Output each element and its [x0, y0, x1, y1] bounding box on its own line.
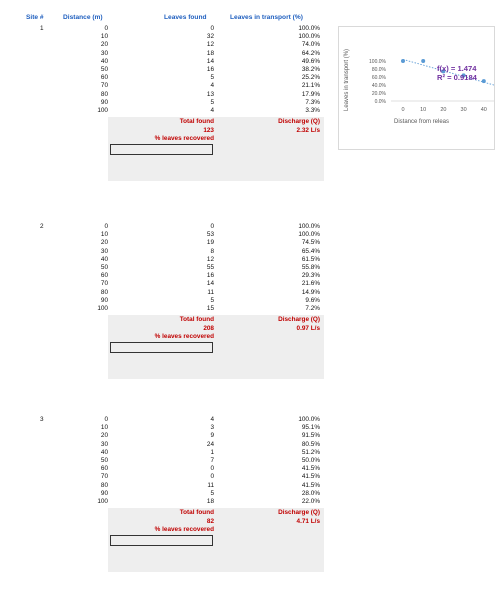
distance-cell[interactable]: 100 [97, 498, 108, 505]
transport-pct-cell[interactable]: 65.4% [301, 247, 320, 255]
leaves-found-cell[interactable]: 8 [210, 247, 214, 255]
distance-cell[interactable]: 10 [100, 231, 108, 239]
transport-pct-cell[interactable]: 17.9% [301, 90, 320, 98]
discharge-label: Discharge (Q) [278, 316, 320, 324]
leaves-found-cell[interactable]: 0 [210, 465, 214, 473]
transport-pct-cell[interactable]: 95.1% [301, 424, 320, 432]
transport-pct-cell[interactable]: 100.0% [298, 231, 320, 239]
leaves-found-cell[interactable]: 55 [206, 264, 214, 271]
leaves-found-cell[interactable]: 14 [206, 57, 214, 65]
transport-pct-cell[interactable]: 41.5% [301, 473, 320, 481]
transport-pct-cell[interactable]: 14.9% [301, 288, 320, 296]
discharge-label: Discharge (Q) [278, 509, 320, 517]
y-tick-label: 60.0% [371, 75, 386, 81]
leaves-found-cell[interactable]: 32 [206, 33, 214, 41]
chart-plot [339, 27, 495, 150]
leaves-found-cell[interactable]: 14 [206, 280, 214, 288]
transport-pct-cell[interactable]: 64.2% [301, 49, 320, 57]
y-tick-label: 40.0% [371, 83, 386, 89]
distance-cell[interactable]: 30 [100, 440, 108, 448]
distance-cell[interactable]: 80 [100, 481, 108, 489]
transport-pct-cell[interactable]: 51.2% [301, 448, 320, 456]
leaves-found-cell[interactable]: 13 [206, 90, 214, 98]
discharge-value[interactable]: 4.71 L/s [296, 517, 320, 525]
distance-cell[interactable]: 50 [100, 264, 108, 271]
leaves-found-cell[interactable]: 5 [210, 98, 214, 106]
x-tick-label: 20 [440, 107, 447, 113]
leaves-found-cell[interactable]: 0 [210, 223, 214, 230]
transport-pct-cell[interactable]: 91.5% [301, 432, 320, 440]
transport-pct-cell[interactable]: 41.5% [301, 465, 320, 473]
leaves-found-cell[interactable]: 11 [207, 481, 214, 489]
distance-cell[interactable]: 20 [100, 432, 108, 440]
leaves-found-cell[interactable]: 24 [206, 440, 214, 448]
site-number[interactable]: 2 [40, 223, 44, 230]
leaves-found-cell[interactable]: 15 [206, 305, 214, 312]
x-tick-label: 30 [460, 107, 467, 113]
discharge-value[interactable]: 2.32 L/s [296, 126, 320, 134]
leaves-found-cell[interactable]: 5 [210, 74, 214, 82]
leaves-found-cell[interactable]: 4 [210, 107, 214, 114]
total-found-label: Total found [179, 316, 214, 324]
transport-pct-cell[interactable]: 7.3% [305, 98, 320, 106]
distance-cell[interactable]: 0 [104, 25, 108, 32]
distance-cell[interactable]: 10 [100, 424, 108, 432]
leaves-found-cell[interactable]: 5 [210, 296, 214, 304]
recovered-input[interactable] [110, 144, 213, 155]
leaves-found-cell[interactable]: 7 [210, 457, 214, 464]
leaves-found-cell[interactable]: 11 [207, 288, 214, 296]
data-point [482, 79, 486, 83]
distance-cell[interactable]: 80 [100, 288, 108, 296]
transport-pct-cell[interactable]: 21.6% [301, 280, 320, 288]
discharge-label: Discharge (Q) [278, 118, 320, 126]
distance-cell[interactable]: 60 [100, 465, 108, 473]
recovered-label: % leaves recovered [154, 526, 214, 534]
leaves-found-cell[interactable]: 3 [210, 424, 214, 432]
x-axis-label: Distance from releas [394, 119, 450, 125]
data-point [401, 59, 405, 63]
leaves-found-cell[interactable]: 0 [210, 473, 214, 481]
leaves-found-cell[interactable]: 12 [206, 41, 214, 49]
distance-cell[interactable]: 20 [100, 41, 108, 49]
trendline-equation: f(x) = 1.474 [437, 64, 477, 73]
transport-pct-cell[interactable]: 25.2% [301, 74, 320, 82]
header-leaves-found[interactable]: Leaves found [164, 14, 207, 21]
distance-cell[interactable]: 70 [100, 82, 108, 90]
leaves-found-cell[interactable]: 16 [206, 272, 214, 280]
distance-cell[interactable]: 0 [104, 416, 108, 423]
total-found-label: Total found [179, 509, 214, 517]
leaves-found-cell[interactable]: 4 [210, 416, 214, 423]
distance-cell[interactable]: 90 [100, 296, 108, 304]
transport-pct-cell[interactable]: 7.2% [305, 305, 320, 312]
y-tick-label: 80.0% [371, 67, 386, 73]
y-axis-label: Leaves in transport (%) [344, 48, 350, 111]
total-found-label: Total found [179, 118, 214, 126]
discharge-value[interactable]: 0.97 L/s [296, 324, 320, 332]
distance-cell[interactable]: 50 [100, 457, 108, 464]
distance-cell[interactable]: 60 [100, 74, 108, 82]
x-tick-label: 10 [420, 107, 427, 113]
leaves-found-cell[interactable]: 0 [210, 25, 214, 32]
transport-pct-cell[interactable]: 80.5% [301, 440, 320, 448]
transport-pct-cell[interactable]: 41.5% [301, 481, 320, 489]
transport-pct-cell[interactable]: 38.2% [301, 66, 320, 73]
x-tick-label: 40 [480, 107, 487, 113]
site-number[interactable]: 1 [40, 25, 44, 32]
recovered-label: % leaves recovered [154, 135, 214, 143]
r-squared-label: R² = 0.9184 [437, 73, 477, 82]
leaves-found-cell[interactable]: 19 [206, 239, 214, 247]
recovered-input[interactable] [110, 535, 213, 546]
header-distance[interactable]: Distance (m) [63, 14, 103, 21]
header-leaves-transport[interactable]: Leaves in transport (%) [230, 14, 303, 21]
distance-cell[interactable]: 70 [100, 473, 108, 481]
transport-pct-cell[interactable]: 49.6% [301, 57, 320, 65]
scatter-chart[interactable] [338, 26, 495, 150]
transport-pct-cell[interactable]: 50.0% [301, 457, 320, 464]
transport-pct-cell[interactable]: 61.5% [301, 255, 320, 263]
distance-cell[interactable]: 100 [97, 305, 108, 312]
transport-pct-cell[interactable]: 28.0% [301, 489, 320, 497]
y-tick-label: 0.0% [374, 99, 386, 105]
transport-pct-cell[interactable]: 9.6% [305, 296, 320, 304]
site-number[interactable]: 3 [40, 416, 44, 423]
total-found-value[interactable]: 82 [206, 517, 214, 525]
leaves-found-cell[interactable]: 12 [206, 255, 214, 263]
transport-pct-cell[interactable]: 29.3% [301, 272, 320, 280]
distance-cell[interactable]: 60 [100, 272, 108, 280]
total-found-value[interactable]: 208 [203, 324, 214, 332]
transport-pct-cell[interactable]: 55.8% [301, 264, 320, 271]
leaves-found-cell[interactable]: 5 [210, 489, 214, 497]
distance-cell[interactable]: 70 [100, 280, 108, 288]
transport-pct-cell[interactable]: 74.0% [301, 41, 320, 49]
leaves-found-cell[interactable]: 53 [206, 231, 214, 239]
y-tick-label: 20.0% [371, 91, 386, 97]
transport-pct-cell[interactable]: 22.0% [301, 498, 320, 505]
transport-pct-cell[interactable]: 100.0% [298, 416, 320, 423]
distance-cell[interactable]: 100 [97, 107, 108, 114]
x-tick-label: 0 [401, 107, 405, 113]
distance-cell[interactable]: 30 [100, 49, 108, 57]
recovered-label: % leaves recovered [154, 333, 214, 341]
leaves-found-cell[interactable]: 16 [206, 66, 214, 73]
distance-cell[interactable]: 80 [100, 90, 108, 98]
distance-cell[interactable]: 50 [100, 66, 108, 73]
transport-pct-cell[interactable]: 100.0% [298, 25, 320, 32]
transport-pct-cell[interactable]: 100.0% [298, 223, 320, 230]
leaves-found-cell[interactable]: 18 [206, 498, 214, 505]
distance-cell[interactable]: 0 [104, 223, 108, 230]
transport-pct-cell[interactable]: 100.0% [298, 33, 320, 41]
leaves-found-cell[interactable]: 18 [206, 49, 214, 57]
transport-pct-cell[interactable]: 3.3% [305, 107, 320, 114]
distance-cell[interactable]: 90 [100, 489, 108, 497]
distance-cell[interactable]: 40 [100, 448, 108, 456]
distance-cell[interactable]: 30 [100, 247, 108, 255]
distance-cell[interactable]: 10 [100, 33, 108, 41]
recovered-input[interactable] [110, 342, 213, 353]
distance-cell[interactable]: 90 [100, 98, 108, 106]
distance-cell[interactable]: 40 [100, 57, 108, 65]
distance-cell[interactable]: 20 [100, 239, 108, 247]
distance-cell[interactable]: 40 [100, 255, 108, 263]
transport-pct-cell[interactable]: 74.5% [301, 239, 320, 247]
transport-pct-cell[interactable]: 21.1% [301, 82, 320, 90]
y-tick-label: 100.0% [369, 59, 386, 65]
leaves-found-cell[interactable]: 4 [210, 82, 214, 90]
leaves-found-cell[interactable]: 9 [210, 432, 214, 440]
total-found-value[interactable]: 123 [203, 126, 214, 134]
leaves-found-cell[interactable]: 1 [210, 448, 214, 456]
header-site[interactable]: Site # [26, 14, 44, 21]
data-point [421, 59, 425, 63]
